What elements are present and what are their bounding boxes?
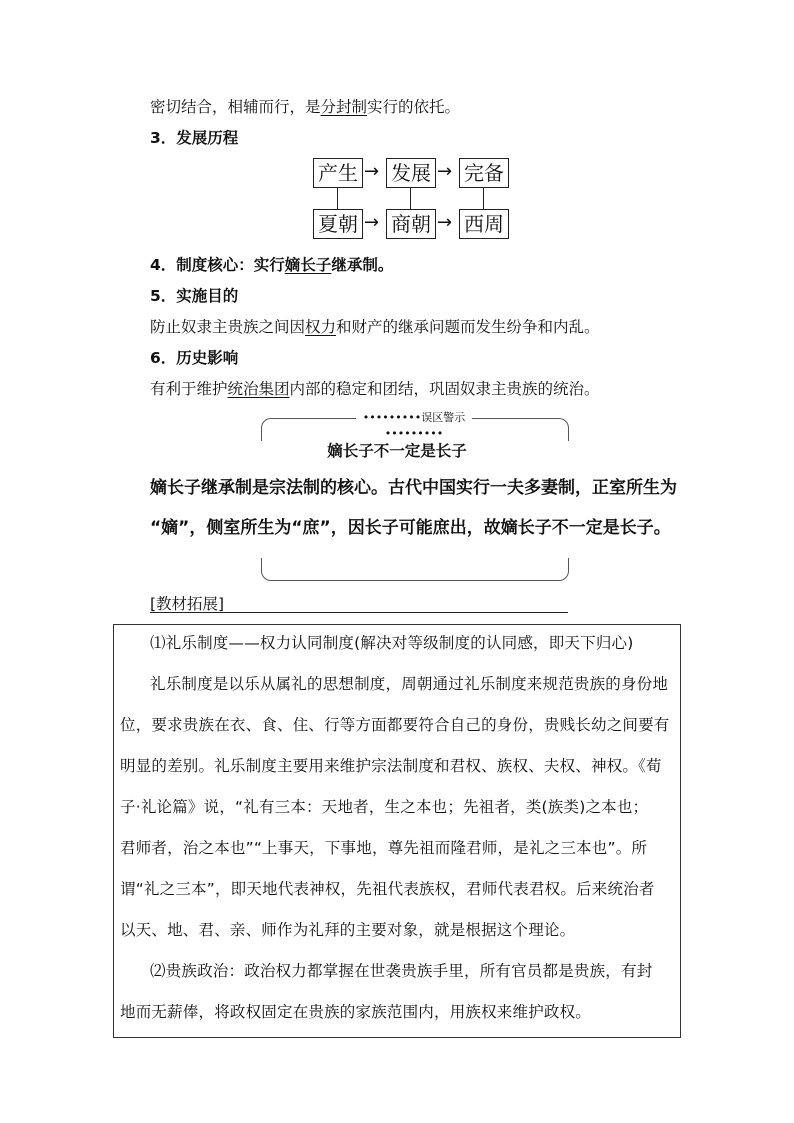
section5-body — [150, 317, 600, 337]
ext-line-8: 以天、地、君、亲、师作为礼拜的主要对象，就是根据这个理论。 — [120, 921, 576, 939]
flow-arrow-icon: → — [437, 212, 453, 233]
flow-top-3: 完备 — [459, 158, 509, 188]
intro-text: 密切结合，相辅而行，是 — [150, 98, 321, 116]
warning-title: 嫡长子不一定是长子 — [327, 442, 467, 460]
ext-line-9: ⑵贵族政治：政治权力都掌握在世袭贵族手里，所有官员都是贵族，有封 — [150, 962, 653, 980]
flow-bottom-1: 夏朝 — [313, 209, 363, 239]
section5-underlined: 权力 — [305, 318, 337, 336]
flow-connector — [483, 187, 484, 209]
flow-connector — [337, 187, 338, 209]
intro-text-end: 实行的依托。 — [367, 98, 461, 116]
warning-tag: •••••••••误区警示••••••••• — [356, 410, 472, 426]
section6-underlined: 统治集团 — [227, 380, 290, 398]
flow-arrow-icon: → — [364, 212, 380, 233]
warning-card-bottom-border — [261, 558, 569, 581]
ext-line-10: 地而无薪俸，将政权固定在贵族的家族范围内，用族权来维护政权。 — [120, 1003, 592, 1021]
flow-top-1: 产生 — [313, 158, 363, 188]
flow-arrow-icon: → — [437, 161, 453, 182]
ext-line-6: 君师者，治之本也”“上事天，下事地，尊先祖而隆君师，是礼之三本也”。所 — [120, 839, 648, 857]
section6-title: 6．历史影响 — [150, 349, 239, 367]
ext-line-2: 礼乐制度是以乐从属礼的思想制度，周朝通过礼乐制度来规范贵族的身份地 — [150, 675, 669, 693]
extension-header-label: [教材拓展] — [150, 595, 225, 613]
section6-body — [150, 379, 600, 399]
section6-text: 有利于维护 — [150, 380, 228, 398]
section4-underlined: 嫡长子 — [284, 256, 332, 274]
warning-line-2: “嫡”，侧室所生为“庶”，因长子可能庶出，故嫡长子不一定是长子。 — [150, 518, 671, 538]
section5-title: 5．实施目的 — [150, 287, 239, 305]
section4-line — [150, 255, 393, 275]
warning-line-1: 嫡长子继承制是宗法制的核心。古代中国实行一夫多妻制，正室所生为 — [150, 478, 677, 498]
flow-bottom-3: 西周 — [459, 209, 509, 239]
section3-title: 3．发展历程 — [150, 129, 239, 147]
section4-text-end: 继承制。 — [331, 256, 394, 274]
ext-line-1: ⑴礼乐制度——权力认同制度(解决对等级制度的认同感，即天下归心) — [150, 634, 634, 652]
extension-header — [150, 594, 568, 613]
intro-line — [150, 97, 460, 117]
ext-line-3: 位，要求贵族在衣、食、住、行等方面都要符合自己的身份，贵贱长幼之间要有 — [120, 716, 670, 734]
flow-connector — [410, 187, 411, 209]
ext-line-5: 子·礼论篇》说，“礼有三本：天地者，生之本也；先祖者，类(族类)之本也； — [120, 798, 649, 816]
section4-text: 4．制度核心：实行 — [150, 256, 285, 274]
section5-text: 防止奴隶主贵族之间因 — [150, 318, 306, 336]
flow-top-2: 发展 — [386, 158, 436, 188]
flow-bottom-2: 商朝 — [386, 209, 436, 239]
flow-arrow-icon: → — [364, 161, 380, 182]
ext-line-7: 谓“礼之三本”，即天地代表神权，先祖代表族权，君师代表君权。后来统治者 — [120, 880, 655, 898]
section5-text-end: 和财产的继承问题而发生纷争和内乱。 — [336, 318, 600, 336]
intro-underlined: 分封制 — [320, 98, 368, 116]
section6-text-end: 内部的稳定和团结，巩固奴隶主贵族的统治。 — [289, 380, 600, 398]
ext-line-4: 明显的差别。礼乐制度主要用来维护宗法制度和君权、族权、夫权、神权。《荀 — [120, 757, 662, 775]
